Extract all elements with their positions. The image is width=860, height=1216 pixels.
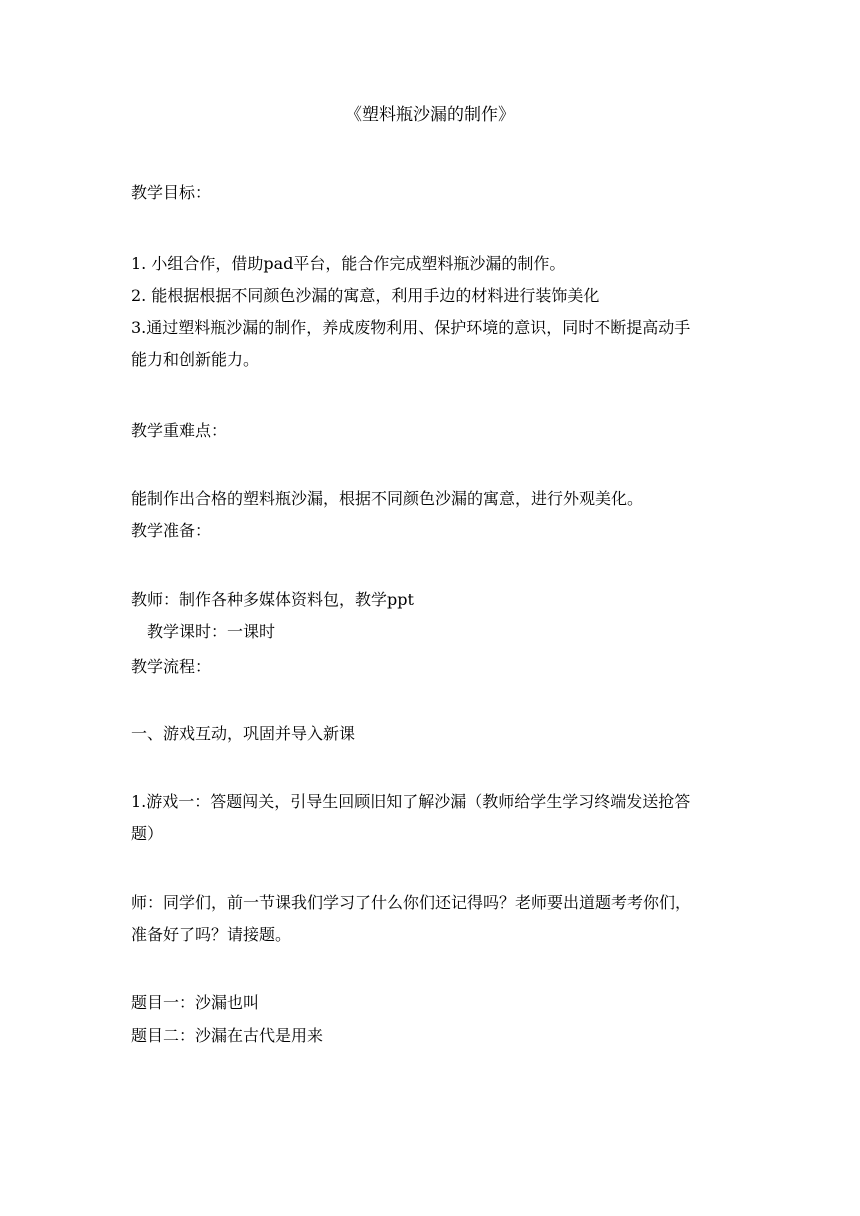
key-points-text: 能制作出合格的塑料瓶沙漏，根据不同颜色沙漏的寓意，进行外观美化。 [131,489,644,508]
process-heading: 教学流程： [131,657,212,676]
game-1-text-continued: 题） [131,824,164,843]
question-1: 题目一：沙漏也叫 [131,993,260,1012]
objective-item-2: 2. 能根据根据不同颜色沙漏的寓意，利用手边的材料进行装饰美化 [131,286,600,305]
teacher-speech: 师：同学们，前一节课我们学习了什么你们还记得吗？老师要出道题考考你们， [131,893,692,912]
objectives-heading: 教学目标： [131,183,212,202]
game-1-text: 1.游戏一：答题闯关，引导生回顾旧知了解沙漏（教师给学生学习终端发送抢答 [131,792,691,811]
objective-item-3: 3.通过塑料瓶沙漏的制作，养成废物利用、保护环境的意识，同时不断提高动手 [131,318,691,337]
preparation-heading: 教学准备： [131,521,212,540]
teacher-speech-continued: 准备好了吗？请接题。 [131,925,292,944]
objective-item-1: 1. 小组合作，借助pad平台，能合作完成塑料瓶沙漏的制作。 [131,254,566,273]
preparation-text: 教师：制作各种多媒体资料包，教学ppt [131,590,414,609]
key-points-heading: 教学重难点： [131,421,228,440]
section-1-heading: 一、游戏互动，巩固并导入新课 [131,724,356,743]
class-hours: 教学课时：一课时 [147,622,276,641]
objective-item-3-continued: 能力和创新能力。 [131,350,260,369]
document-title: 《塑料瓶沙漏的制作》 [345,105,515,125]
question-2: 题目二：沙漏在古代是用来 [131,1026,324,1045]
